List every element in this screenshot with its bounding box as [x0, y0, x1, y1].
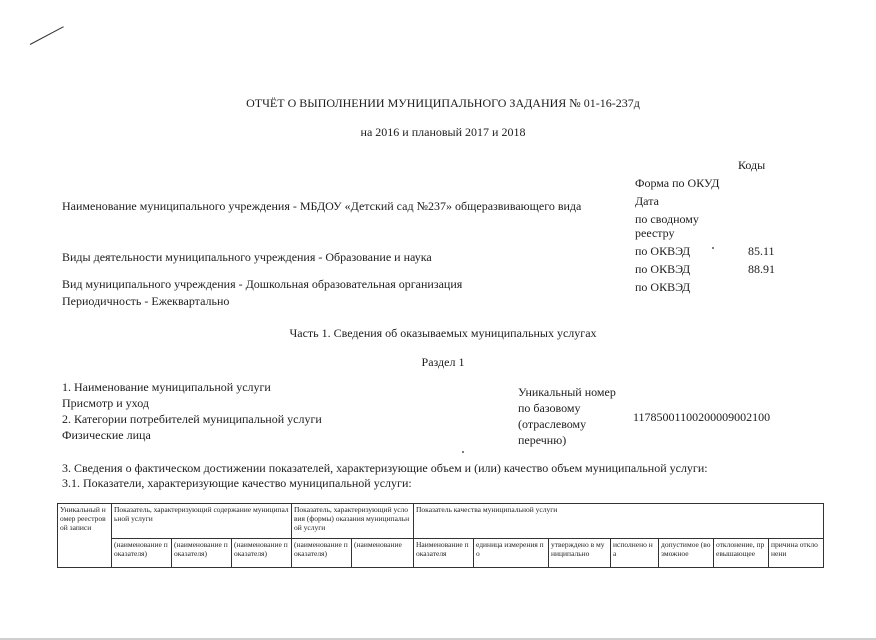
col-group-content: Показатель, характеризующий содержание муниципальной услуги: [112, 504, 292, 539]
col-quality-deviation: отклонение, превышающее: [714, 539, 769, 568]
unique-number-label-2: по базовому: [518, 401, 581, 415]
col-content-3: (наименование показателя): [232, 539, 292, 568]
okved-value-1: 85.11: [748, 244, 775, 258]
report-period: на 2016 и плановый 2017 и 2018: [360, 125, 526, 139]
col-content-1: (наименование показателя): [112, 539, 172, 568]
col-content-2: (наименование показателя): [172, 539, 232, 568]
scan-speck: [462, 451, 464, 453]
consumers-label: 2. Категории потребителей муниципальной услуги: [62, 412, 322, 426]
pen-mark: [30, 26, 64, 45]
activity-type: Виды деятельности муниципального учреждения - Образование и наука: [62, 250, 432, 264]
okved-label-2: по ОКВЭД: [635, 262, 691, 276]
codes-heading: Коды: [738, 158, 766, 172]
part-heading: Часть 1. Сведения об оказываемых муниципальных услугах: [289, 326, 597, 340]
consumers-value: Физические лица: [62, 428, 151, 442]
quality-indicators-heading: 3.1. Показатели, характеризующие качество муниципальной услуги:: [62, 476, 412, 490]
registry-label-cont: реестру: [635, 226, 675, 240]
col-conditions-1: (наименование показателя): [292, 539, 352, 568]
col-group-quality: Показатель качества муниципальной услуги: [414, 504, 824, 539]
institution-type: Вид муниципального учреждения - Дошкольная образовательная организация: [62, 277, 463, 291]
okved-value-2: 88.91: [748, 262, 775, 276]
unique-number-label-4: перечню): [518, 433, 567, 447]
okud-label: Форма по ОКУД: [635, 176, 720, 190]
col-quality-done: исполнено на: [611, 539, 659, 568]
col-conditions-2: (наименование: [352, 539, 414, 568]
registry-label: по сводному: [635, 212, 699, 226]
col-quality-unit: единица измерения по: [474, 539, 549, 568]
col-quality-allowed: допустимое (возможное: [659, 539, 714, 568]
section-heading: Раздел 1: [421, 355, 465, 369]
service-name-value: Присмотр и уход: [62, 396, 149, 410]
date-label: Дата: [635, 194, 659, 208]
col-quality-name: Наименование показателя: [414, 539, 474, 568]
unique-number-label: Уникальный номер: [518, 385, 616, 399]
periodicity: Периодичность - Ежеквартально: [62, 294, 230, 308]
unique-number-value: 11785001100200009002100: [633, 410, 771, 424]
col-unique-record: Уникальный номер реестровой записи: [58, 504, 112, 568]
okved-label-3: по ОКВЭД: [635, 280, 691, 294]
col-quality-reason: причина отклонени: [769, 539, 824, 568]
col-quality-approved: утверждено в муниципально: [549, 539, 611, 568]
scan-speck: [712, 247, 714, 249]
institution-name: Наименование муниципального учреждения - МБДОУ «Детский сад №237» общеразвивающего вида: [62, 199, 582, 213]
col-group-conditions: Показатель, характеризующий условия (формы) оказания муниципальной услуги: [292, 504, 414, 539]
okved-label-1: по ОКВЭД: [635, 244, 691, 258]
indicators-heading: 3. Сведения о фактическом достижении показателей, характеризующие объем и (или) качество объем муниципальной услуги:: [62, 461, 708, 475]
report-title: ОТЧЁТ О ВЫПОЛНЕНИИ МУНИЦИПАЛЬНОГО ЗАДАНИЯ № 01-16-237д: [246, 96, 640, 110]
quality-indicators-table: [57, 503, 824, 568]
unique-number-label-3: (отраслевому: [518, 417, 587, 431]
service-name-label: 1. Наименование муниципальной услуги: [62, 380, 271, 394]
